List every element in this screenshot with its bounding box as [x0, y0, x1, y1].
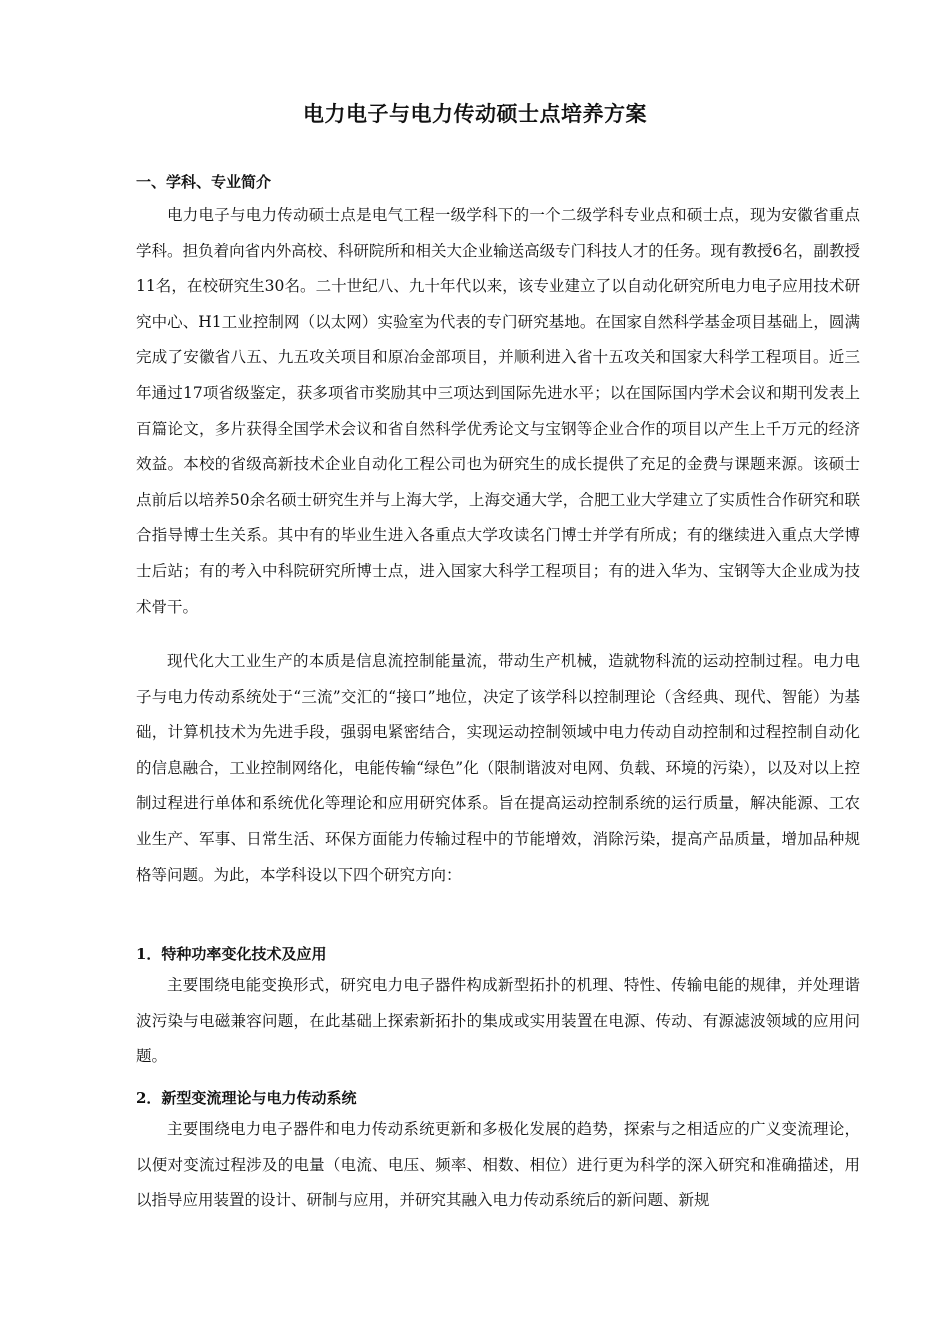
paragraph-direction-2: 主要围绕电力电子器件和电力传动系统更新和多极化发展的趋势，探索与之相适应的广义变流理论，以便对变流过程涉及的电量（电流、电压、频率、相数、相位）进行更为科学的深入研究和准确描述，用以指导应用装置的设计、研制与应用，并研究其融入电力传动系统后的新问题、新规 — [136, 1120, 860, 1210]
paragraph-discipline-overview: 电力电子与电力传动硕士点是电气工程一级学科下的一个二级学科专业点和硕士点，现为安徽省重点学科。担负着向省内外高校、科研院所和相关大企业输送高级专门科技人才的任务。现有教授6名，副教授11名，在校研究生30名。二十世纪八、九十年代以来，该专业建立了以自动化研究所电力电子应用技术研究中心、H1工业控制网（以太网）实验室为代表的专门研究基地。在国家自然科学基金项目基础上，圆满完成了安徽省八五、九五攻关项目和原冶金部项目，并顺利进入省十五攻关和国家大科学工程项目。近三年通过17项省级鉴定，获多项省市奖励其中三项达到国际先进水平；以在国际国内学术会议和期刊发表上百篇论文，多片获得全国学术会议和省自然科学优秀论文与宝钢等企业合作的项目以产生上千万元的经济效益。本校的省级高新技术企业自动化工程公司也为研究生的成长提供了充足的金费与课题来源。该硕士点前后以培养50余名硕士研究生并与上海大学，上海交通大学，合肥工业大学建立了实质性合作研究和联合指导博士生关系。其中有的毕业生进入各重点大学攻读名门博士并学有所成；有的继续进入重点大学博士后站；有的考入中科院研究所博士点，进入国家大科学工程项目；有的进入华为、宝钢等大企业成为技术骨干。 — [136, 206, 860, 616]
paragraph-research-scope: 现代化大工业生产的本质是信息流控制能量流，带动生产机械，造就物科流的运动控制过程。电力电子与电力传动系统处于“三流”交汇的“接口”地位，决定了该学科以控制理论（含经典、现代、智能）为基础，计算机技术为先进手段，强弱电紧密结合，实现运动控制领域中电力传动自动控制和过程控制自动化的信息融合，工业控制网络化，电能传输“绿色”化（限制谐波对电网、负载、环境的污染），以及对以上控制过程进行单体和系统优化等理论和应用研究体系。旨在提高运动控制系统的运行质量，解决能源、工农业生产、军事、日常生活、环保方面能力传输过程中的节能增效，消除污染，提高产品质量，增加品种规格等问题。为此，本学科设以下四个研究方向： — [136, 652, 860, 884]
paragraph-direction-1: 主要围绕电能变换形式，研究电力电子器件构成新型拓扑的机理、特性、传输电能的规律，并处理谐波污染与电磁兼容问题，在此基础上探索新拓扑的集成或实用装置在电源、传动、有源滤波领域的应用问题。 — [136, 976, 860, 1066]
direction-heading-1: 1．特种功率变化技术及应用 — [136, 945, 327, 963]
section-heading-introduction: 一、学科、专业简介 — [136, 173, 272, 191]
direction-heading-2: 2．新型变流理论与电力传动系统 — [136, 1089, 357, 1107]
document-title: 电力电子与电力传动硕士点培养方案 — [303, 101, 647, 126]
